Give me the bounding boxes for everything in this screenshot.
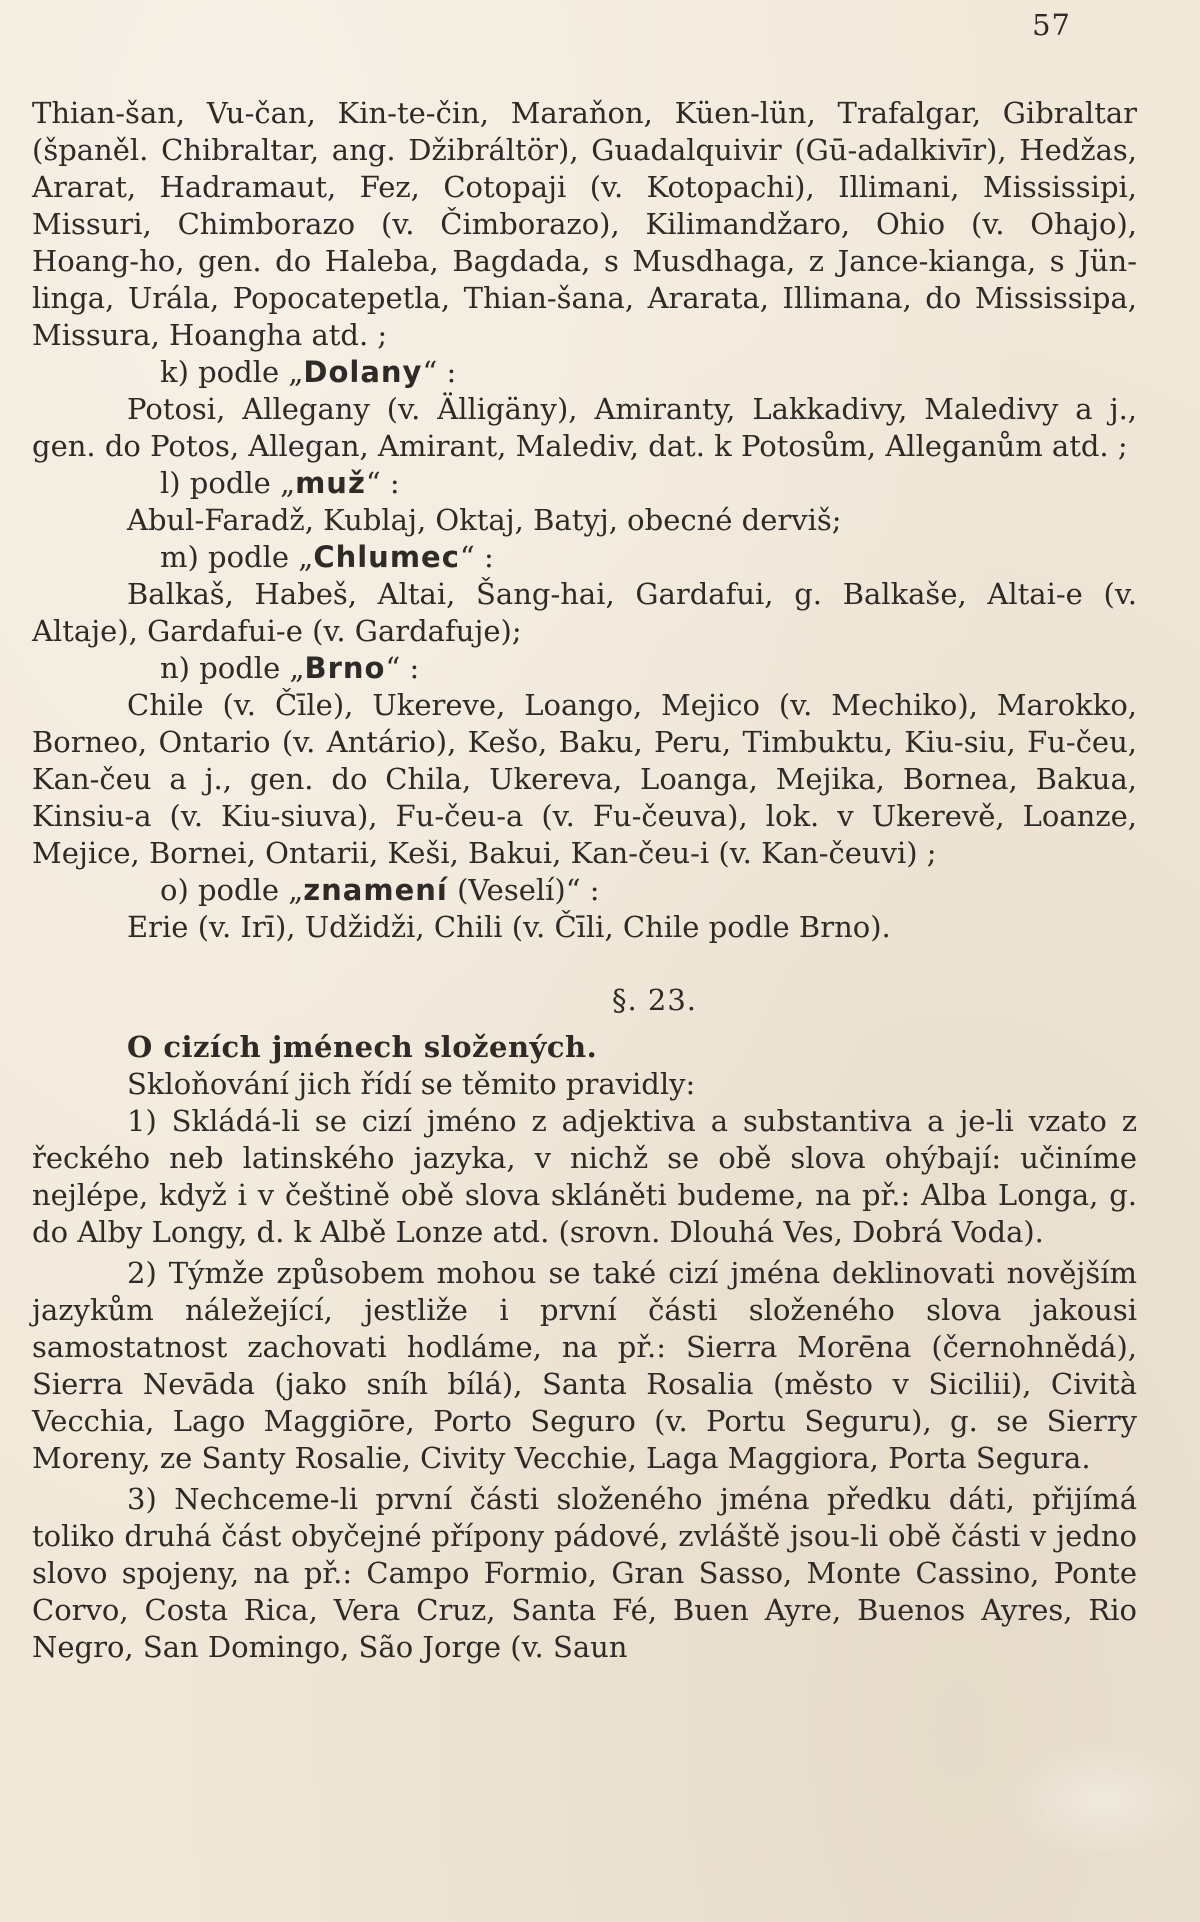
pattern-suffix: (Veselí) [457, 873, 566, 907]
page-number: 57 [1032, 8, 1071, 42]
list-item-m-text: Balkaš, Habeš, Altai, Šang-hai, Gardafui, g. Balkaše, Altai-e (v. Altaje), Gardafui-e (v. Gardafuje); [32, 577, 1137, 648]
pattern-keyword: Chlumec [313, 540, 460, 574]
quote-close: “ : [422, 355, 457, 389]
list-item-o-text: Erie (v. Irī), Udžidži, Chili (v. Čīli, Chile podle Brno). [127, 910, 891, 944]
list-item-l-text: Abul-Faradž, Kublaj, Oktaj, Batyj, obecné derviš; [127, 503, 842, 537]
quote-close: “ : [565, 873, 600, 907]
list-item-k-heading [32, 354, 1137, 391]
list-marker: o) podle [160, 873, 280, 907]
list-item-n-heading [32, 650, 1137, 687]
page-body [32, 95, 1137, 1666]
paper-stain [1000, 1740, 1200, 1860]
list-marker: n) podle [160, 651, 281, 685]
quote-close: “ : [365, 466, 400, 500]
list-item-k-text: Potosi, Allegany (v. Älligäny), Amiranty, Lakkadivy, Maledivy a j., gen. do Potos, Allegan, Amirant, Malediv, dat. k Potosům, Alleganům atd. ; [32, 392, 1137, 463]
intro-paragraph: Thian-šan, Vu-čan, Kin-te-čin, Maraňon, Küen-lün, Trafalgar, Gibraltar (španěl. Chibraltar, ang. Džibráltör), Guadalquivir (Gū-adalkivīr), Hedžas, Ararat, Hadramaut, Fez, Cotopaji (v. Kotopachi), Illimani, Mississipi, Missuri, Chimborazo (v. Čimborazo), Kilimandžaro, Ohio (v. Ohajo), Hoang-ho, gen. do Haleba, Bagdada, s Musdhaga, z Jance-kianga, s Jün-linga, Urála, Popocatepetla, Thian-šana, Ararata, Illimana, do Mississipa, Missura, Hoangha atd. ; [32, 96, 1137, 352]
list-marker: m) podle [160, 540, 290, 574]
list-item-o-heading [32, 872, 1137, 909]
list-item-n-text: Chile (v. Čīle), Ukereve, Loango, Mejico (v. Mechiko), Marokko, Borneo, Ontario (v. Antário), Kešo, Baku, Peru, Timbuktu, Kiu-siu, Fu-čeu, Kan-čeu a j., gen. do Chila, Ukereva, Loanga, Mejika, Bornea, Bakua, Kinsiu-a (v. Kiu-siuva), Fu-čeu-a (v. Fu-čeuva), lok. v Ukerevě, Loanze, Mejice, Bornei, Ontarii, Keši, Bakui, Kan-čeu-i (v. Kan-čeuvi) ; [32, 688, 1137, 870]
quote-open: „ [288, 355, 304, 389]
quote-open: „ [280, 466, 296, 500]
section-number: §. 23. [611, 983, 698, 1017]
rule-paragraph-1: 1) Skládá-li se cizí jméno z adjektiva a substantiva a je-li vzato z řeckého neb latinského jazyka, v nichž se obě slova ohýbají: učiníme nejlépe, když i v češtině obě slova skláněti budeme, na př.: Alba Longa, g. do Alby Longy, d. k Albě Lonze atd. (srovn. Dlouhá Ves, Dobrá Voda). [32, 1104, 1137, 1249]
list-item-l-heading [32, 465, 1137, 502]
rule-paragraph-2: 2) Týmže způsobem mohou se také cizí jména deklinovati novějším jazykům náležející, jestliže i první části složeného slova jakousi samostatnost zachovati hodláme, na př.: Sierra Morēna (černohnědá), Sierra Nevāda (jako sníh bílá), Santa Rosalia (město v Sicilii), Cività Vecchia, Lago Maggiōre, Porto Seguro (v. Portu Seguru), g. se Sierry Moreny, ze Santy Rosalie, Civity Vecchie, Laga Maggiora, Porta Segura. [32, 1256, 1137, 1475]
section-title: O cizích jménech složených. [127, 1030, 598, 1064]
pattern-keyword: znamení [303, 873, 448, 907]
quote-open: „ [298, 540, 314, 574]
list-marker: k) podle [160, 355, 280, 389]
quote-open: „ [289, 651, 305, 685]
pattern-keyword: muž [295, 466, 366, 500]
quote-close: “ : [459, 540, 494, 574]
pattern-keyword: Brno [304, 651, 386, 685]
list-item-m-heading [32, 539, 1137, 576]
quote-open: „ [288, 873, 304, 907]
section-lead: Skloňování jich řídí se těmito pravidly: [127, 1067, 696, 1101]
rule-paragraph-3: 3) Nechceme-li první části složeného jména předku dáti, přijímá toliko druhá část obyčejné přípony pádové, zvláště jsou-li obě části v jedno slovo spojeny, na př.: Campo Formio, Gran Sasso, Monte Cassino, Ponte Corvo, Costa Rica, Vera Cruz, Santa Fé, Buen Ayre, Buenos Ayres, Rio Negro, San Domingo, São Jorge (v. Saun [32, 1482, 1137, 1664]
list-marker: l) podle [160, 466, 271, 500]
pattern-keyword: Dolany [303, 355, 423, 389]
quote-close: “ : [385, 651, 420, 685]
